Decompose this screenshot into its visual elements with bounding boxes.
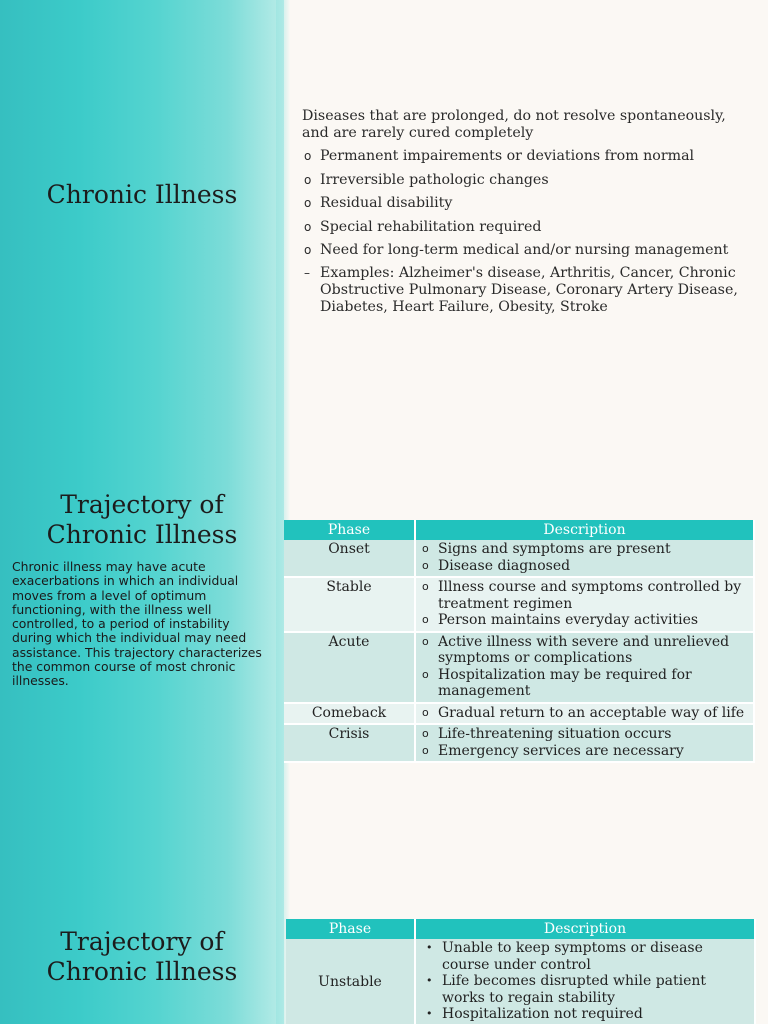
column-header-description: Description — [415, 520, 754, 540]
slide-chronic-illness — [0, 0, 768, 456]
circle-bullet-icon: o — [422, 634, 429, 648]
description-item — [416, 612, 747, 629]
description-text: Hospitalization may be required for management — [438, 666, 692, 699]
description-item — [416, 541, 747, 558]
description-cell — [415, 577, 754, 632]
sub-bullet — [286, 265, 756, 316]
circle-bullet-icon: o — [304, 242, 312, 257]
table-row — [284, 632, 754, 703]
bullet-dot-icon: • — [426, 1007, 433, 1020]
phase-cell: Acute — [284, 632, 415, 703]
sub-bullet — [286, 219, 756, 236]
phase-cell: Crisis — [284, 724, 415, 762]
circle-bullet-icon: o — [304, 149, 312, 164]
phase-table — [284, 520, 755, 763]
main-bullet-text: Diseases that are prolonged, do not resolve spontaneously, and are rarely cured completely — [302, 108, 726, 141]
description-text: Hospitalization not required — [442, 1006, 643, 1022]
main-bullet — [286, 108, 756, 142]
circle-bullet-icon: o — [422, 558, 429, 572]
description-text: Signs and symptoms are present — [438, 541, 671, 557]
description-item — [416, 705, 747, 722]
title-line: Trajectory of — [60, 490, 224, 519]
sub-bullet-text: Special rehabilitation required — [320, 218, 542, 235]
sub-bullet — [286, 148, 756, 165]
sub-bullet — [286, 172, 756, 189]
sub-bullet-list — [286, 148, 756, 316]
description-item — [416, 579, 747, 612]
slide-title — [0, 490, 284, 550]
circle-bullet-icon: o — [304, 172, 312, 187]
phase-cell: Comeback — [284, 703, 415, 725]
circle-bullet-icon: o — [422, 743, 429, 757]
description-item — [420, 973, 748, 1006]
circle-bullet-icon: o — [304, 219, 312, 234]
description-cell — [415, 632, 754, 703]
circle-bullet-icon: o — [422, 705, 429, 719]
description-text: Active illness with severe and unrelieved symptoms or complications — [438, 633, 730, 666]
sub-bullet — [286, 242, 756, 259]
table-row — [284, 703, 754, 725]
table-row — [284, 540, 754, 577]
title-line: Chronic Illness — [46, 520, 238, 549]
sub-bullet — [286, 195, 756, 212]
description-item — [420, 940, 748, 973]
description-item — [416, 558, 747, 575]
column-header-phase: Phase — [286, 919, 415, 939]
phase-cell: Stable — [284, 577, 415, 632]
circle-bullet-icon: o — [422, 580, 429, 593]
sub-bullet-text: Permanent impairements or deviations from normal — [320, 148, 695, 165]
title-line: Chronic Illness — [46, 957, 238, 986]
description-text: Unable to keep symptoms or disease course under control — [442, 940, 703, 973]
description-text: Gradual return to an acceptable way of life — [438, 704, 745, 721]
trajectory-paragraph: Chronic illness may have acute exacerbations in which an individual moves from a level of optimum functioning, with the illness well controlled, to a period of instability during which the individual may need assistance. This trajectory characterizes the common course of most chronic illnesses. — [12, 559, 262, 689]
phase-cell: Onset — [284, 540, 415, 577]
description-cell — [415, 540, 754, 577]
sub-bullet-text: Irreversible pathologic changes — [320, 171, 549, 188]
description-text: Life becomes disrupted while patient works to regain stability — [442, 973, 707, 1006]
sub-bullet-text: Examples: Alzheimer's disease, Arthritis, Cancer, Chronic Obstructive Pulmonary Disease, Coronary Artery Disease, Diabetes, Heart Failure, Obesity, Stroke — [320, 265, 738, 316]
bullet-dot-icon: • — [426, 941, 433, 954]
bullet-dot-icon: • — [426, 974, 433, 987]
description-text: Life-threatening situation occurs — [438, 726, 672, 742]
sub-bullet-text: Need for long-term medical and/or nursing management — [320, 241, 729, 258]
table-row — [286, 939, 755, 1024]
description-item — [416, 726, 747, 743]
dash-bullet-icon: – — [304, 266, 310, 281]
description-text: Emergency services are necessary — [438, 742, 684, 759]
slide-title — [0, 927, 284, 987]
slide-trajectory-1 — [0, 456, 768, 868]
slide-title: Chronic Illness — [46, 180, 238, 209]
watercolor-panel — [0, 0, 284, 456]
table-row — [284, 724, 754, 762]
circle-bullet-icon: o — [304, 196, 312, 211]
column-header-description: Description — [415, 919, 755, 939]
description-text: Disease diagnosed — [438, 557, 571, 574]
sub-bullet-text: Residual disability — [320, 195, 453, 212]
title-line: Trajectory of — [60, 927, 224, 956]
description-item — [416, 634, 747, 667]
description-text: Person maintains everyday activities — [438, 612, 699, 628]
circle-bullet-icon: o — [422, 727, 429, 740]
description-cell — [415, 939, 755, 1024]
table-row — [284, 577, 754, 632]
description-cell — [415, 724, 754, 762]
description-item — [420, 1006, 748, 1023]
description-text: Illness course and symptoms controlled by treatment regimen — [438, 579, 742, 612]
description-item — [416, 743, 747, 760]
bullet-list — [286, 108, 756, 316]
slide-trajectory-2 — [0, 868, 768, 1024]
phase-cell: Unstable — [286, 939, 415, 1024]
circle-bullet-icon: o — [422, 542, 429, 555]
description-item — [416, 667, 747, 700]
column-header-phase: Phase — [284, 520, 415, 540]
description-cell — [415, 703, 754, 725]
phase-table — [286, 919, 756, 1024]
circle-bullet-icon: o — [422, 613, 429, 626]
circle-bullet-icon: o — [422, 667, 429, 681]
